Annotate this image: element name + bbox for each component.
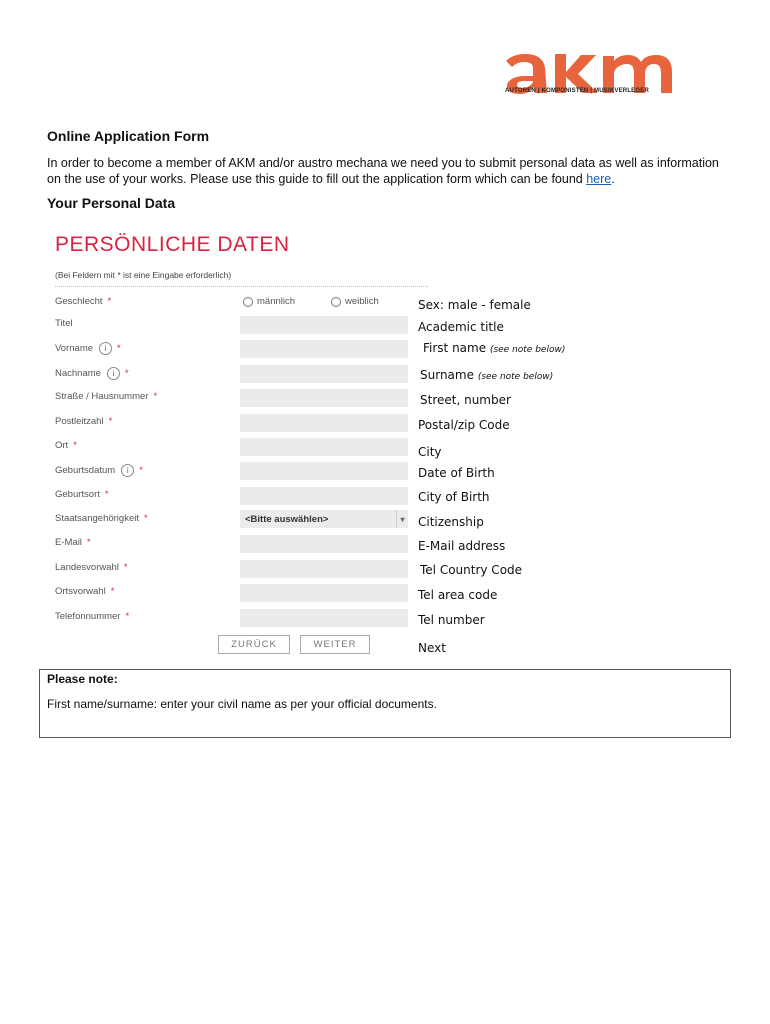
gender-label: Geschlecht *	[55, 296, 112, 307]
required-asterisk: *	[86, 537, 91, 548]
anno-city: City	[418, 445, 442, 459]
info-icon[interactable]: i	[99, 342, 112, 355]
required-asterisk: *	[143, 513, 148, 524]
note-box	[39, 669, 731, 738]
text-input[interactable]	[240, 340, 408, 358]
anno-first-name: First name (see note below)	[423, 341, 566, 355]
anno-next: Next	[418, 641, 446, 655]
gender-male-radio[interactable]: männlich	[243, 296, 295, 307]
info-icon[interactable]: i	[121, 464, 134, 477]
required-asterisk: *	[125, 611, 130, 622]
field-label: Postleitzahl *	[55, 416, 113, 427]
field-label: Geburtsort *	[55, 489, 109, 500]
required-asterisk: *	[139, 465, 143, 476]
text-input[interactable]	[240, 584, 408, 602]
page-title: Online Application Form	[47, 128, 210, 144]
text-input[interactable]	[240, 487, 408, 505]
text-input[interactable]	[240, 365, 408, 383]
anno-title: Academic title	[418, 320, 504, 334]
anno-dob: Date of Birth	[418, 466, 495, 480]
required-asterisk: *	[123, 562, 128, 573]
radio-circle-icon	[243, 297, 253, 307]
required-asterisk: *	[124, 368, 129, 379]
radio-circle-icon	[331, 297, 341, 307]
field-label: Ortsvorwahl *	[55, 586, 115, 597]
required-asterisk: *	[108, 416, 113, 427]
citizenship-select[interactable]: <Bitte auswählen> ▾	[240, 510, 408, 528]
note-title: Please note:	[47, 672, 118, 686]
anno-area-code: Tel area code	[418, 588, 498, 602]
anno-pob: City of Birth	[418, 490, 490, 504]
text-input[interactable]	[240, 414, 408, 432]
field-label: Staatsangehörigkeit *	[55, 513, 148, 524]
text-input[interactable]	[240, 389, 408, 407]
field-label: Vorname i *	[55, 343, 121, 354]
field-label: Geburtsdatum i *	[55, 465, 143, 476]
text-input[interactable]	[240, 316, 408, 334]
required-asterisk: *	[73, 440, 77, 451]
required-asterisk: *	[110, 586, 115, 597]
divider	[55, 286, 428, 287]
text-input[interactable]	[240, 609, 408, 627]
anno-citizenship: Citizenship	[418, 515, 484, 529]
field-label: Ort *	[55, 440, 77, 451]
anno-country-code: Tel Country Code	[420, 563, 523, 577]
required-asterisk: *	[104, 489, 109, 500]
gender-female-radio[interactable]: weiblich	[331, 296, 379, 307]
chevron-down-icon: ▾	[396, 510, 408, 528]
anno-tel: Tel number	[418, 613, 485, 627]
here-link[interactable]: here	[586, 172, 612, 186]
field-label: Titel	[55, 318, 73, 329]
next-button[interactable]: WEITER	[300, 635, 370, 654]
required-asterisk: *	[153, 391, 158, 402]
text-input[interactable]	[240, 535, 408, 553]
anno-email: E-Mail address	[418, 539, 506, 553]
back-button[interactable]: ZURÜCK	[218, 635, 290, 654]
field-label: Telefonnummer *	[55, 611, 130, 622]
text-input[interactable]	[240, 560, 408, 578]
section-title: Your Personal Data	[47, 195, 176, 211]
field-label: Straße / Hausnummer *	[55, 391, 158, 402]
anno-street: Street, number	[420, 393, 511, 407]
field-label: E-Mail *	[55, 537, 91, 548]
akm-logo	[503, 46, 701, 98]
required-asterisk: *	[117, 343, 121, 354]
field-label: Landesvorwahl *	[55, 562, 128, 573]
info-icon[interactable]: i	[107, 367, 120, 380]
field-label: Nachname i *	[55, 368, 129, 379]
text-input[interactable]	[240, 462, 408, 480]
text-input[interactable]	[240, 438, 408, 456]
anno-surname: Surname (see note below)	[420, 368, 554, 382]
logo-tagline: AUTOREN | KOMPONISTEN | MUSIKVERLEGER	[505, 88, 649, 94]
anno-sex: Sex: male - female	[418, 298, 531, 312]
note-text: First name/surname: enter your civil name as per your official documents.	[47, 697, 437, 711]
intro-text: In order to become a member of AKM and/or austro mechana we need you to submit personal data as well as information on the use of your works. Please use this guide to fill out the application form which can be found here.	[47, 156, 719, 186]
anno-zip: Postal/zip Code	[418, 418, 510, 432]
form-required-note: (Bei Feldern mit * ist eine Eingabe erforderlich)	[55, 270, 232, 280]
form-title: PERSÖNLICHE DATEN	[55, 233, 290, 256]
